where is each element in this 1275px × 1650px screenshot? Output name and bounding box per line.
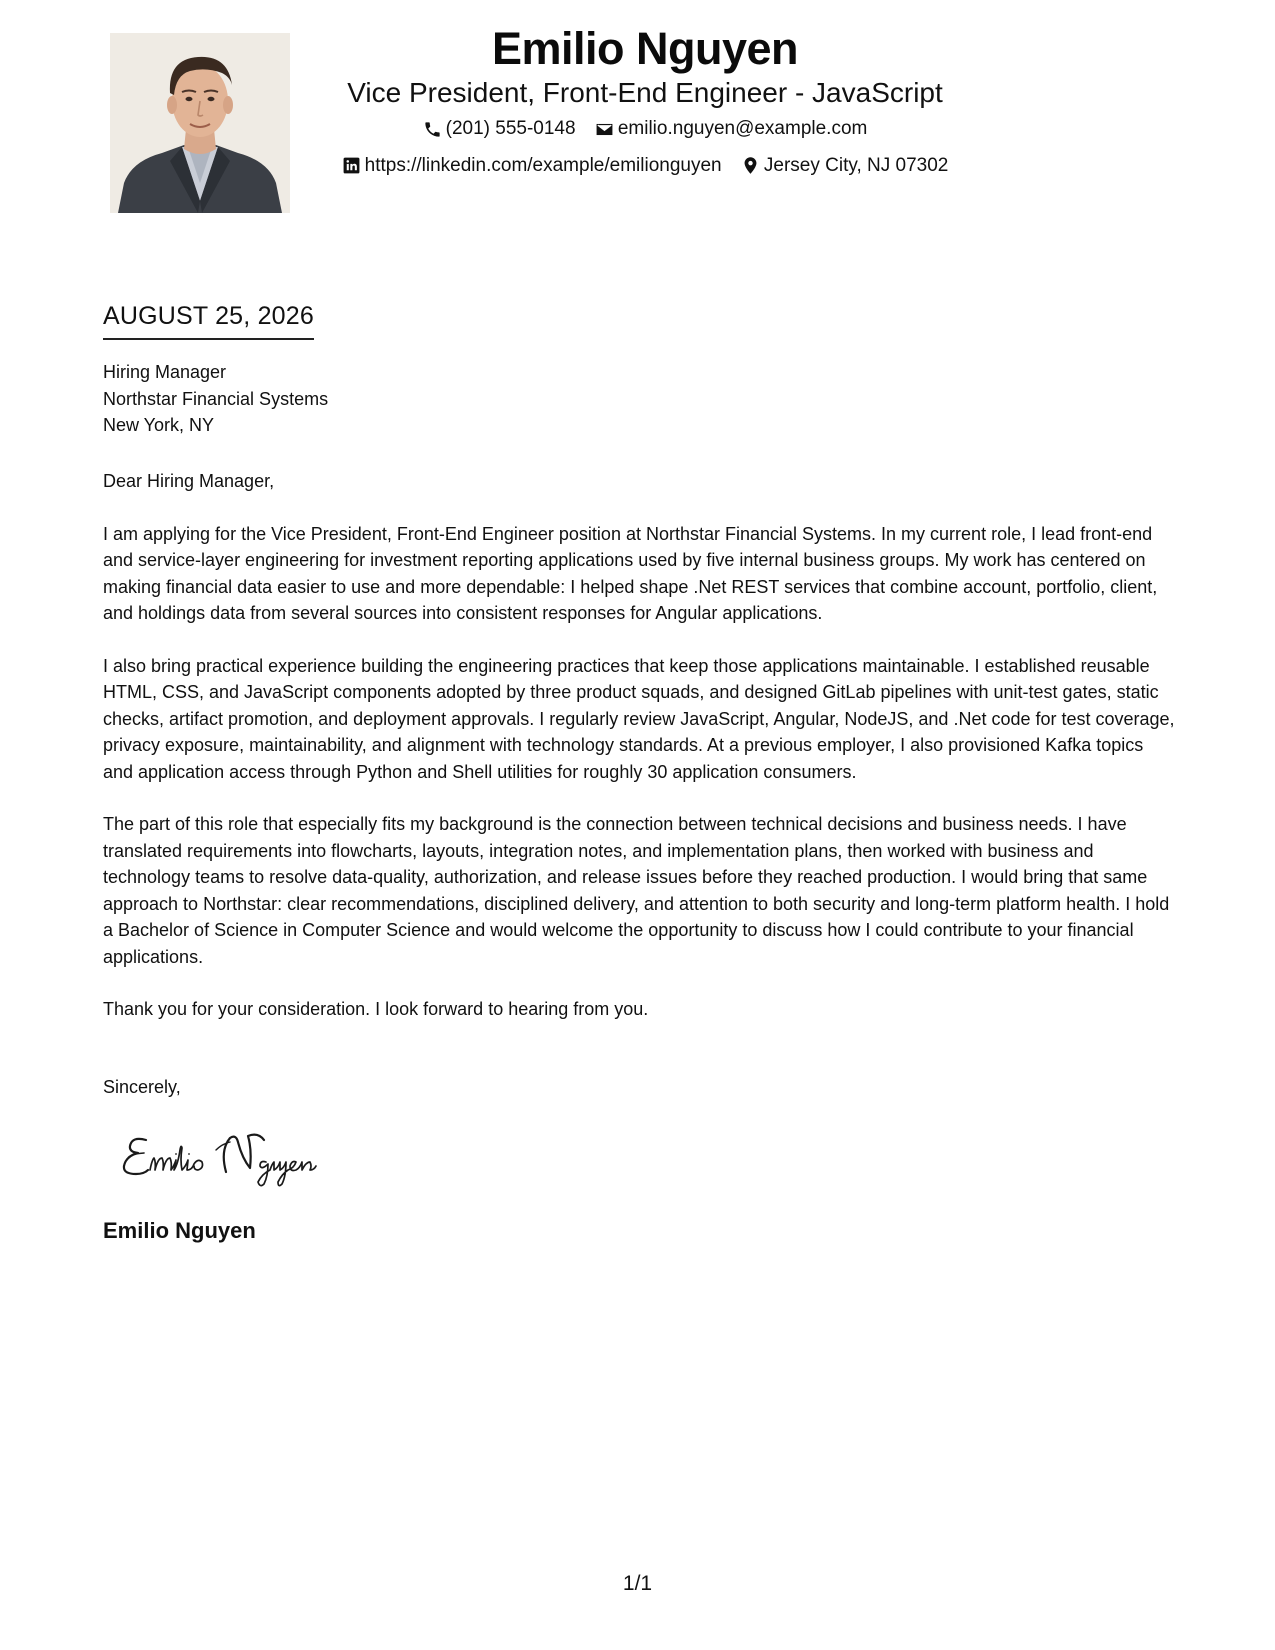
header [300, 22, 990, 183]
location-item [741, 153, 948, 179]
salutation: Dear Hiring Manager, [103, 471, 275, 491]
signer-name: Emilio Nguyen [103, 1218, 256, 1243]
linkedin-text: https://linkedin.com/example/emilionguyen [364, 154, 722, 176]
email-text: emilio.nguyen@example.com [617, 118, 868, 139]
profile-photo [110, 33, 290, 213]
map-marker-icon [741, 156, 760, 175]
closing: Sincerely, [103, 1077, 181, 1097]
phone-text: (201) 555-0148 [445, 118, 576, 139]
recipient-line: Northstar Financial Systems [103, 388, 329, 409]
body-paragraph: I am applying for the Vice President, Front-End Engineer position at Northstar Financial Systems. In my current role, I lead front-end and service-layer engineering for investment reporting applications used by five internal business groups. My work has centered on making financial data easier to use and more dependable: I helped shape .Net REST services that combine account, portfolio, client, and holdings data from several sources into consistent responses for Angular applications. [103, 523, 1158, 623]
job-title: Vice President, Front-End Engineer - JavaScript [347, 77, 943, 108]
handwritten-signature [118, 1120, 358, 1190]
contact-row-1 [300, 116, 990, 147]
linkedin-icon [342, 156, 361, 175]
applicant-name: Emilio Nguyen [491, 23, 799, 74]
letter-body [103, 468, 1178, 1049]
phone-icon [423, 120, 442, 139]
recipient-line: Hiring Manager [103, 362, 227, 382]
phone-item[interactable] [423, 116, 576, 142]
body-paragraph: I also bring practical experience building the engineering practices that keep those applications maintainable. I established reusable HTML, CSS, and JavaScript components adopted by three product squads, and designed GitLab pipelines with unit-test gates, static checks, artifact promotion, and deployment approvals. I regularly review JavaScript, Angular, NodeJS, and .Net code for test coverage, privacy exposure, maintainability, and alignment with technology standards. At a previous employer, I also provisioned Kafka topics and application access through Python and Shell utilities for roughly 30 application consumers. [103, 655, 1175, 782]
envelope-icon [595, 120, 614, 139]
recipient-line: New York, NY [103, 415, 215, 435]
linkedin-item[interactable] [342, 153, 722, 179]
recipient-block [103, 359, 328, 439]
contact-row-2 [300, 153, 990, 184]
location-text: Jersey City, NJ 07302 [763, 154, 949, 176]
letter-date: AUGUST 25, 2026 [103, 300, 314, 340]
email-item[interactable] [595, 116, 868, 142]
page-number: 1/1 [622, 1572, 653, 1595]
body-paragraph: Thank you for your consideration. I look forward to hearing from you. [103, 999, 649, 1019]
body-paragraph: The part of this role that especially fits my background is the connection between technical decisions and business needs. I have translated requirements into flowcharts, layouts, integration notes, and implementation plans, then worked with business and technology teams to resolve data-quality, authorization, and release issues before they reached production. I would bring that same approach to Northstar: clear recommendations, disciplined delivery, and attention to both security and long-term platform health. I hold a Bachelor of Science in Computer Science and would welcome the opportunity to discuss how I could contribute to your financial applications. [103, 814, 1170, 967]
